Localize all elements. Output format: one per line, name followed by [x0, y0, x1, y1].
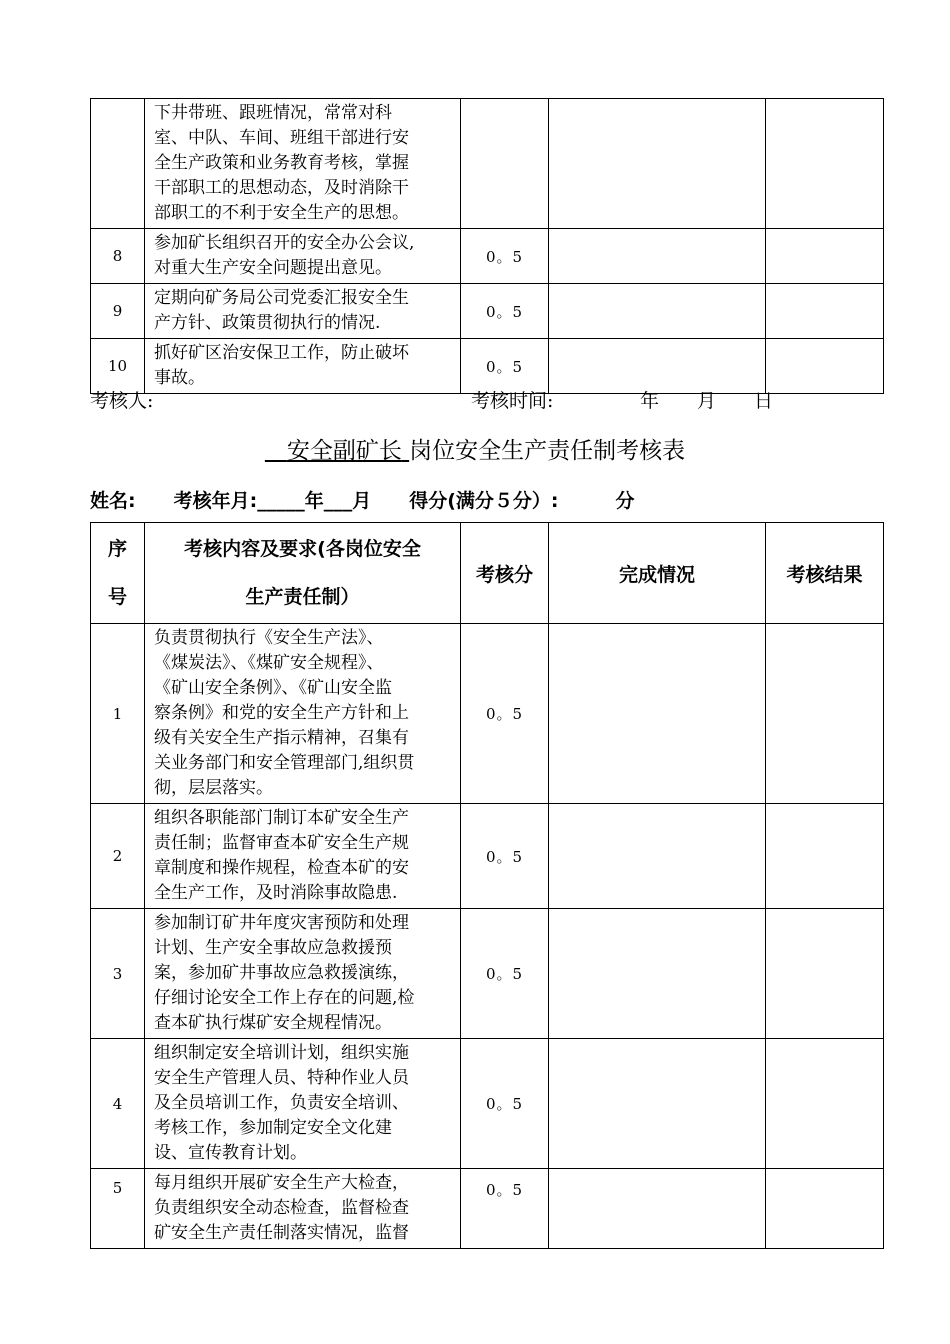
review-date-units: 年 月 日: [640, 390, 774, 412]
row-score: 0。5: [461, 284, 549, 339]
row-content: 定期向矿务局公司党委汇报安全生 产方针、政策贯彻执行的情况.: [145, 284, 461, 339]
result-cell: [766, 229, 884, 284]
row-number: 4: [91, 1039, 145, 1169]
row-number: [91, 99, 145, 229]
completion-cell: [549, 284, 766, 339]
completion-cell: [549, 1039, 766, 1169]
row-content: 每月组织开展矿安全生产大检查， 负责组织安全动态检查，监督检查 矿安全生产责任制落实情况，监督: [145, 1169, 461, 1249]
table-row: [91, 1039, 884, 1169]
header-result: 考核结果: [766, 523, 884, 624]
row-content: 参加制订矿井年度灾害预防和处理 计划、生产安全事故应急救援预 案，参加矿井事故应急救援演练， 仔细讨论安全工作上存在的问题,检 查本矿执行煤矿安全规程情况。: [145, 909, 461, 1039]
header-requirements: 考核内容及要求(各岗位安全 生产责任制）: [145, 523, 461, 624]
page-title: [0, 432, 950, 465]
row-content: 负责贯彻执行《安全生产法》、 《煤炭法》、《煤矿安全规程》、 《矿山安全条例》、《矿山安全监 察条例》和党的安全生产方针和上 级有关安全生产指示精神，召集有 关业务部门和安全管理部门,组织贯 彻，层层落实。: [145, 624, 461, 804]
assessment-info-line: 姓名: 考核年月:_____年___月 得分(满分５分）: 分: [90, 490, 635, 512]
row-number: 2: [91, 804, 145, 909]
header-row: [91, 523, 884, 624]
row-number: 9: [91, 284, 145, 339]
completion-cell: [549, 229, 766, 284]
table-row: [91, 804, 884, 909]
result-cell: [766, 624, 884, 804]
row-content: 组织制定安全培训计划，组织实施 安全生产管理人员、特种作业人员 及全员培训工作，负责安全培训、 考核工作，参加制定安全文化建 设、宣传教育计划。: [145, 1039, 461, 1169]
completion-cell: [549, 99, 766, 229]
result-cell: [766, 909, 884, 1039]
row-score: [461, 99, 549, 229]
table-row: [91, 909, 884, 1039]
completion-cell: [549, 804, 766, 909]
row-score: 0。5: [461, 804, 549, 909]
row-content: 抓好矿区治安保卫工作，防止破坏 事故。: [145, 339, 461, 394]
row-content: 组织各职能部门制订本矿安全生产 责任制；监督审查本矿安全生产规 章制度和操作规程，检查本矿的安 全生产工作，及时消除事故隐患.: [145, 804, 461, 909]
row-score: 0。5: [461, 909, 549, 1039]
result-cell: [766, 284, 884, 339]
row-score: 0。5: [461, 339, 549, 394]
previous-duty-table: [90, 98, 884, 394]
result-cell: [766, 339, 884, 394]
title-position: 安全副矿长: [286, 438, 402, 464]
title-rest: 岗位安全生产责任制考核表: [409, 438, 686, 464]
row-score: 0。5: [461, 1039, 549, 1169]
header-score: 考核分: [461, 523, 549, 624]
completion-cell: [549, 909, 766, 1039]
row-number: 3: [91, 909, 145, 1039]
row-score: 0。5: [461, 1169, 549, 1249]
result-cell: [766, 99, 884, 229]
header-seq: 序 号: [91, 523, 145, 624]
row-number: 1: [91, 624, 145, 804]
completion-cell: [549, 624, 766, 804]
result-cell: [766, 1039, 884, 1169]
table-row: [91, 624, 884, 804]
table-row: [91, 284, 884, 339]
completion-cell: [549, 1169, 766, 1249]
reviewer-label: 考核人:: [90, 390, 154, 412]
table-row: [91, 1169, 884, 1249]
table-row: [91, 229, 884, 284]
row-content: 参加矿长组织召开的安全办公会议, 对重大生产安全问题提出意见。: [145, 229, 461, 284]
review-time-label: 考核时间:: [471, 390, 554, 412]
row-score: 0。5: [461, 229, 549, 284]
table-row: [91, 99, 884, 229]
row-number: 8: [91, 229, 145, 284]
row-content: 下井带班、跟班情况，常常对科 室、中队、车间、班组干部进行安 全生产政策和业务教育考核，掌握 干部职工的思想动态，及时消除干 部职工的不利于安全生产的思想。: [145, 99, 461, 229]
row-score: 0。5: [461, 624, 549, 804]
row-number: 10: [91, 339, 145, 394]
result-cell: [766, 804, 884, 909]
row-number: 5: [91, 1169, 145, 1249]
assessment-table: [90, 522, 884, 1249]
header-completion: 完成情况: [549, 523, 766, 624]
result-cell: [766, 1169, 884, 1249]
